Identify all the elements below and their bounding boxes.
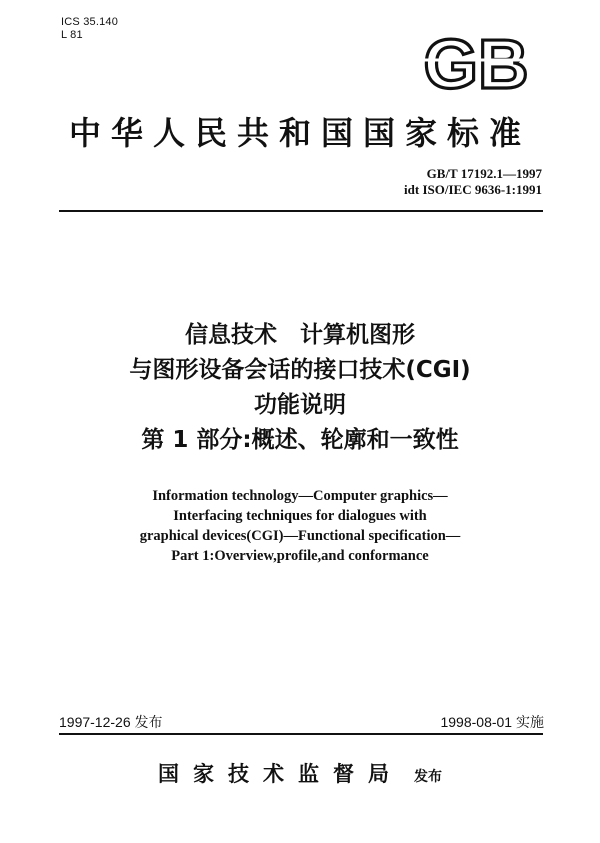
standard-equivalence: idt ISO/IEC 9636-1:1991 (404, 182, 542, 197)
chinese-title-line-4: 第 1 部分:概述、轮廓和一致性 (141, 427, 459, 453)
top-rule (59, 210, 543, 212)
issuing-authority: 国家技术监督局 (157, 761, 403, 786)
ics-code: ICS 35.140 (61, 16, 119, 28)
gb-logo-text: GB (423, 30, 529, 98)
issue-date: 1997-12-26 发布 (59, 714, 163, 730)
english-title-line-4: Part 1:Overview,profile,and conformance (171, 548, 429, 564)
chinese-title-line-3: 功能说明 (254, 392, 346, 418)
gb-logo (408, 30, 544, 98)
standard-number: GB/T 17192.1—1997 (426, 166, 542, 181)
implementation-date: 1998-08-01 实施 (440, 714, 544, 730)
english-title (0, 486, 600, 566)
chinese-title-line-1: 信息技术 计算机图形 (185, 322, 415, 348)
issuer-line (0, 758, 600, 788)
bottom-rule (59, 733, 543, 735)
classification-codes (61, 16, 118, 42)
chinese-title (0, 318, 600, 458)
ccs-code: L 81 (61, 29, 83, 41)
english-title-line-2: Interfacing techniques for dialogues with (173, 508, 427, 524)
english-title-line-1: Information technology—Computer graphics— (152, 488, 448, 504)
standard-category-title: 中华人民共和国国家标准 (68, 114, 531, 152)
english-title-line-3: graphical devices(CGI)—Functional specification— (139, 528, 461, 544)
chinese-title-line-2: 与图形设备会话的接口技术(CGI) (129, 357, 471, 383)
standard-number-block (404, 166, 542, 198)
issued-label: 发布 (414, 769, 443, 785)
